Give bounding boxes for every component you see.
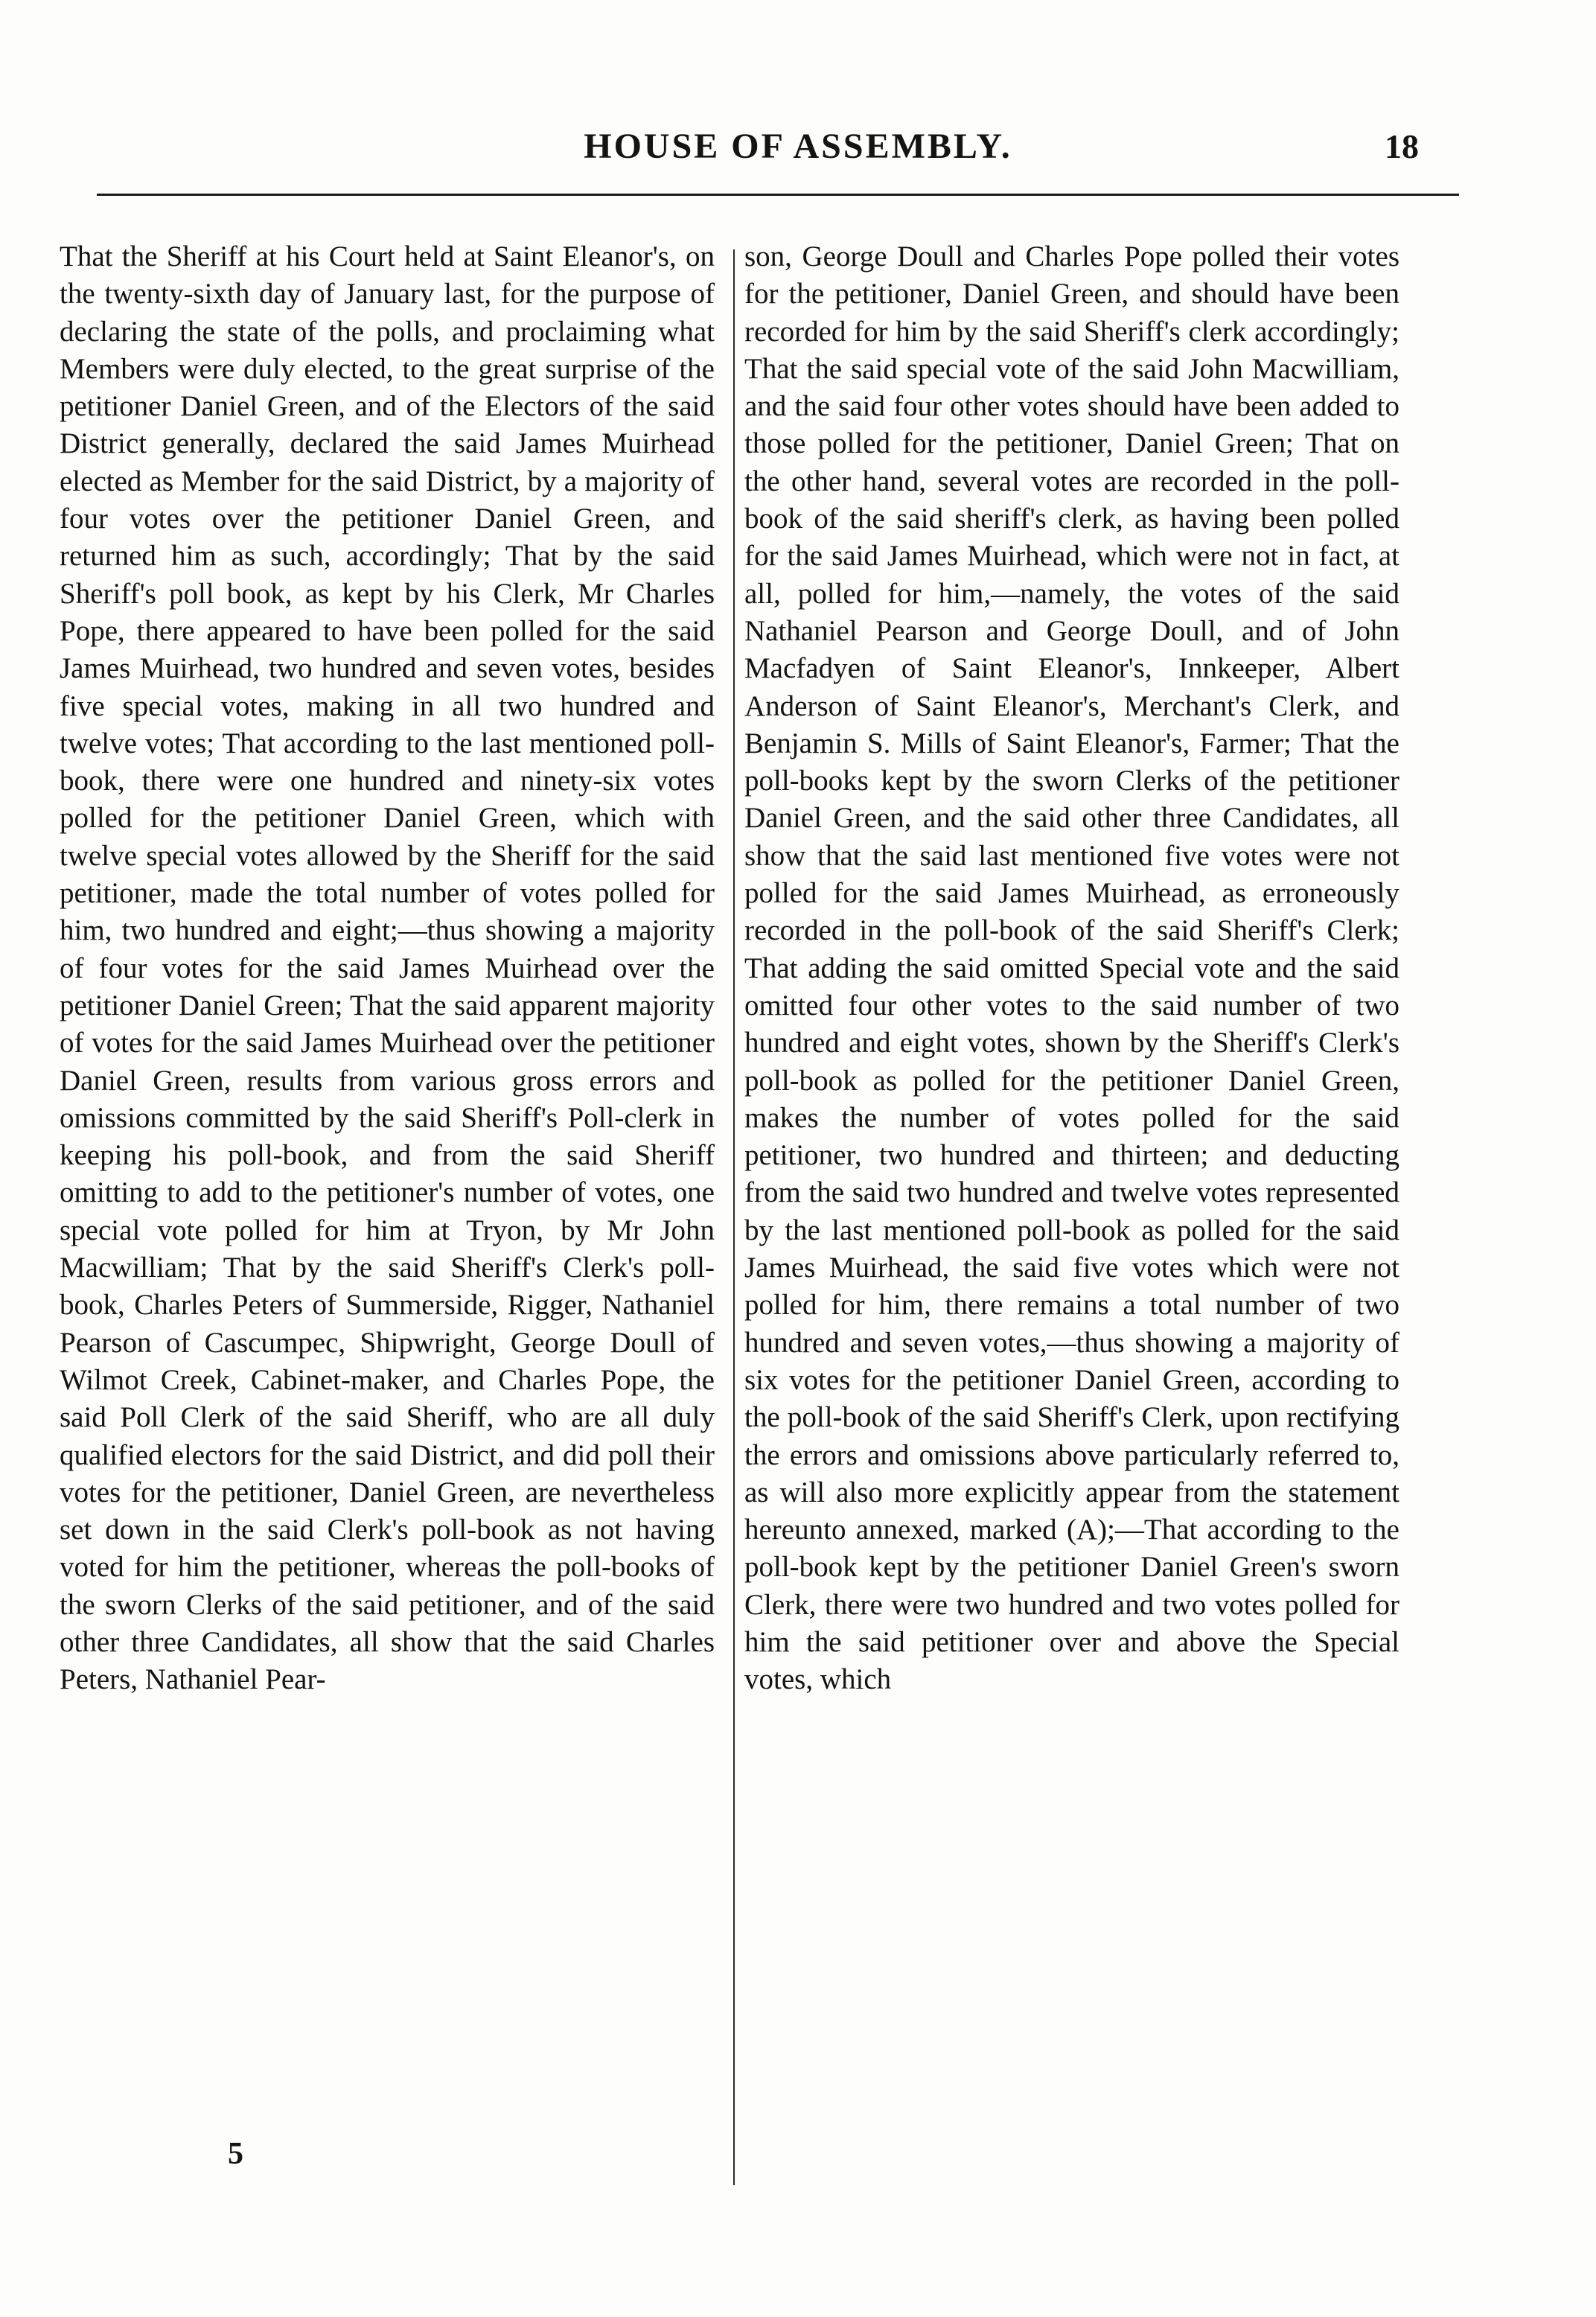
running-title: HOUSE OF ASSEMBLY.: [584, 127, 1012, 166]
page-number: 18: [1385, 127, 1419, 165]
right-column-text: son, George Doull and Charles Pope polled their votes for the petitioner, Daniel Green, and should have been recorded for him by the said Sheriff's clerk accordingly; That the said special vote of the said John Macwilliam, and the said four other votes should have been added to those polled for the petitioner, Daniel Green; That on the other hand, several votes are recorded in the poll-book of the said sheriff's clerk, as having been polled for the said James Muirhead, which were not in fact, at all, polled for him,—namely, the votes of the said Nathaniel Pearson and George Doull, and of John Macfadyen of Saint Eleanor's, Innkeeper, Albert Anderson of Saint Eleanor's, Merchant's Clerk, and Benjamin S. Mills of Saint Eleanor's, Farmer; That the poll-books kept by the sworn Clerks of the petitioner Daniel Green, and the said other three Candidates, all show that the said last mentioned five votes were not polled for the said James Muirhead, as erroneously recorded in the poll-book of the said Sheriff's Clerk; That adding the said omitted Special vote and the said omitted four other votes to the said number of two hundred and eight votes, shown by the Sheriff's Clerk's poll-book as polled for the petitioner Daniel Green, makes the number of votes polled for the said petitioner, two hundred and thirteen; and deducting from the said two hundred and twelve votes represented by the last mentioned poll-book as polled for the said James Muirhead, the said five votes which were not polled for him, there remains a total number of two hundred and seven votes,—thus showing a majority of six votes for the petitioner Daniel Green, according to the poll-book of the said Sheriff's Clerk, upon rectifying the errors and omissions above particularly referred to, as will also more explicitly appear from the statement hereunto annexed, marked (A);—That according to the poll-book kept by the petitioner Daniel Green's sworn Clerk, there were two hundred and two votes polled for him the said petitioner over and above the Special votes, which: [744, 240, 1399, 1696]
column-divider: [733, 249, 735, 2185]
left-column: [60, 238, 715, 1699]
left-column-text: That the Sheriff at his Court held at Saint Eleanor's, on the twenty-sixth day of January last, for the purpose of declaring the state of the polls, and proclaiming what Members were duly elected, to the great surprise of the petitioner Daniel Green, and of the Electors of the said District generally, declared the said James Muirhead elected as Member for the said District, by a majority of four votes over the petitioner Daniel Green, and returned him as such, accordingly; That by the said Sheriff's poll book, as kept by his Clerk, Mr Charles Pope, there appeared to have been polled for the said James Muirhead, two hundred and seven votes, besides five special votes, making in all two hundred and twelve votes; That according to the last mentioned poll-book, there were one hundred and ninety-six votes polled for the petitioner Daniel Green, which with twelve special votes allowed by the Sheriff for the said petitioner, made the total number of votes polled for him, two hundred and eight;—thus showing a majority of four votes for the said James Muirhead over the petitioner Daniel Green; That the said apparent majority of votes for the said James Muirhead over the petitioner Daniel Green, results from various gross errors and omissions committed by the said Sheriff's Poll-clerk in keeping his poll-book, and from the said Sheriff omitting to add to the petitioner's number of votes, one special vote polled for him at Tryon, by Mr John Macwilliam; That by the said Sheriff's Clerk's poll-book, Charles Peters of Summerside, Rigger, Nathaniel Pearson of Cascumpec, Shipwright, George Doull of Wilmot Creek, Cabinet-maker, and Charles Pope, the said Poll Clerk of the said Sheriff, who are all duly qualified electors for the said District, and did poll their votes for the petitioner, Daniel Green, are nevertheless set down in the said Clerk's poll-book as not having voted for him the petitioner, whereas the poll-books of the sworn Clerks of the said petitioner, and of the said other three Candidates, all show that the said Charles Peters, Nathaniel Pear-: [60, 240, 715, 1696]
signature-mark: 5: [228, 2137, 243, 2171]
right-column: [744, 238, 1399, 1699]
running-head: [0, 121, 1596, 173]
header-rule: [97, 194, 1459, 196]
